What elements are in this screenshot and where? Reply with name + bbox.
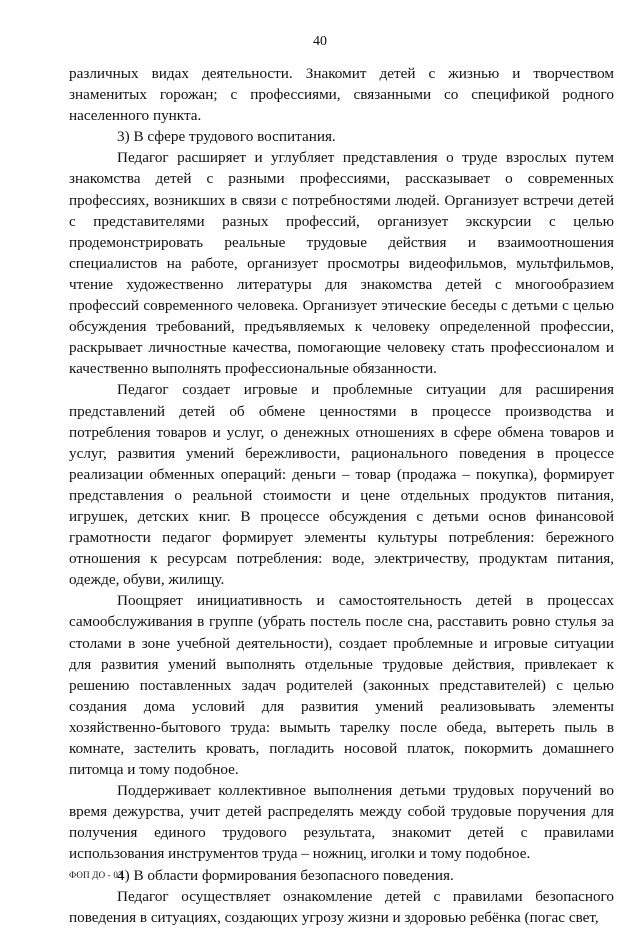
- paragraph-6: Поддерживает коллективное выполнения детьми трудовых поручений во время дежурства, учит детей распределять между собой трудовые поручения для получения единого трудового результата, знакомит детей с правилами использования инструментов труда – ножниц, иголки и тому подобное.: [69, 782, 614, 863]
- paragraph-3: Педагог расширяет и углубляет представления о труде взрослых путем знакомства детей с разными профессиями, рассказывает о современных профессиях, возникших в связи с потребностями людей. Организует встречи детей с представителями разных профессий, организует экскурсии с целью продемонстрировать реальные трудовые действия и взаимоотношения специалистов на работе, организует просмотры видеофильмов, мультфильмов, чтение художественно литературы для знакомства детей с многообразием профессий современного человека. Организует этические беседы с детьми с целью обсуждения требований, предъявляемых к человеку определенной профессии, раскрывает личностные качества, помогающие человеку стать профессионалом и качественно выполнять профессиональные обязанности.: [69, 149, 614, 378]
- section-heading-safe-behavior: 4) В области формирования безопасного поведения.: [117, 866, 454, 884]
- paragraph-8: Педагог осуществляет ознакомление детей с правилами безопасного поведения в ситуациях, создающих угрозу жизни и здоровью ребёнка (погас свет,: [69, 887, 614, 926]
- document-body: [69, 63, 614, 928]
- paragraph-1: различных видах деятельности. Знакомит детей с жизнью и творчеством знаменитых горожан; с профессиями, связанными со спецификой родного населенного пункта.: [69, 65, 614, 125]
- footer-doc-code: ФОП ДО - 03: [69, 870, 123, 880]
- paragraph-5: Поощряет инициативность и самостоятельность детей в процессах самообслуживания в группе (убрать постель после сна, расставить ровно стулья за столами в зоне учебной деятельности), создает проблемные и игровые ситуации для развития умений выполнять отдельные трудовые действия, привлекает к решению поставленных задач родителей (законных представителей) с целью создания дома условий для развития умений реализовывать элементы хозяйственно-бытового труда: вымыть тарелку после обеда, вытереть пыль в комнате, застелить кровать, погладить носовой платок, покормить домашнего питомца и тому подобное.: [69, 592, 614, 779]
- section-heading-labor-education: 3) В сфере трудового воспитания.: [117, 128, 336, 146]
- paragraph-4: Педагог создает игровые и проблемные ситуации для расширения представлений детей об обмене ценностями в процессе производства и потребления товаров и услуг, о денежных отношениях в сфере обмена товаров и услуг, развития умений бережливости, рационального поведения в процессе реализации обменных операций: деньги – товар (продажа – покупка), формирует представления о реальной стоимости и цене отдельных продуктов питания, игрушек, детских книг. В процессе обсуждения с детьми основ финансовой грамотности педагог формирует элементы культуры потребления: бережного отношения к ресурсам потребления: воде, электричеству, продуктам питания, одежде, обуви, жилищу.: [69, 381, 614, 589]
- page-number: 40: [313, 34, 327, 49]
